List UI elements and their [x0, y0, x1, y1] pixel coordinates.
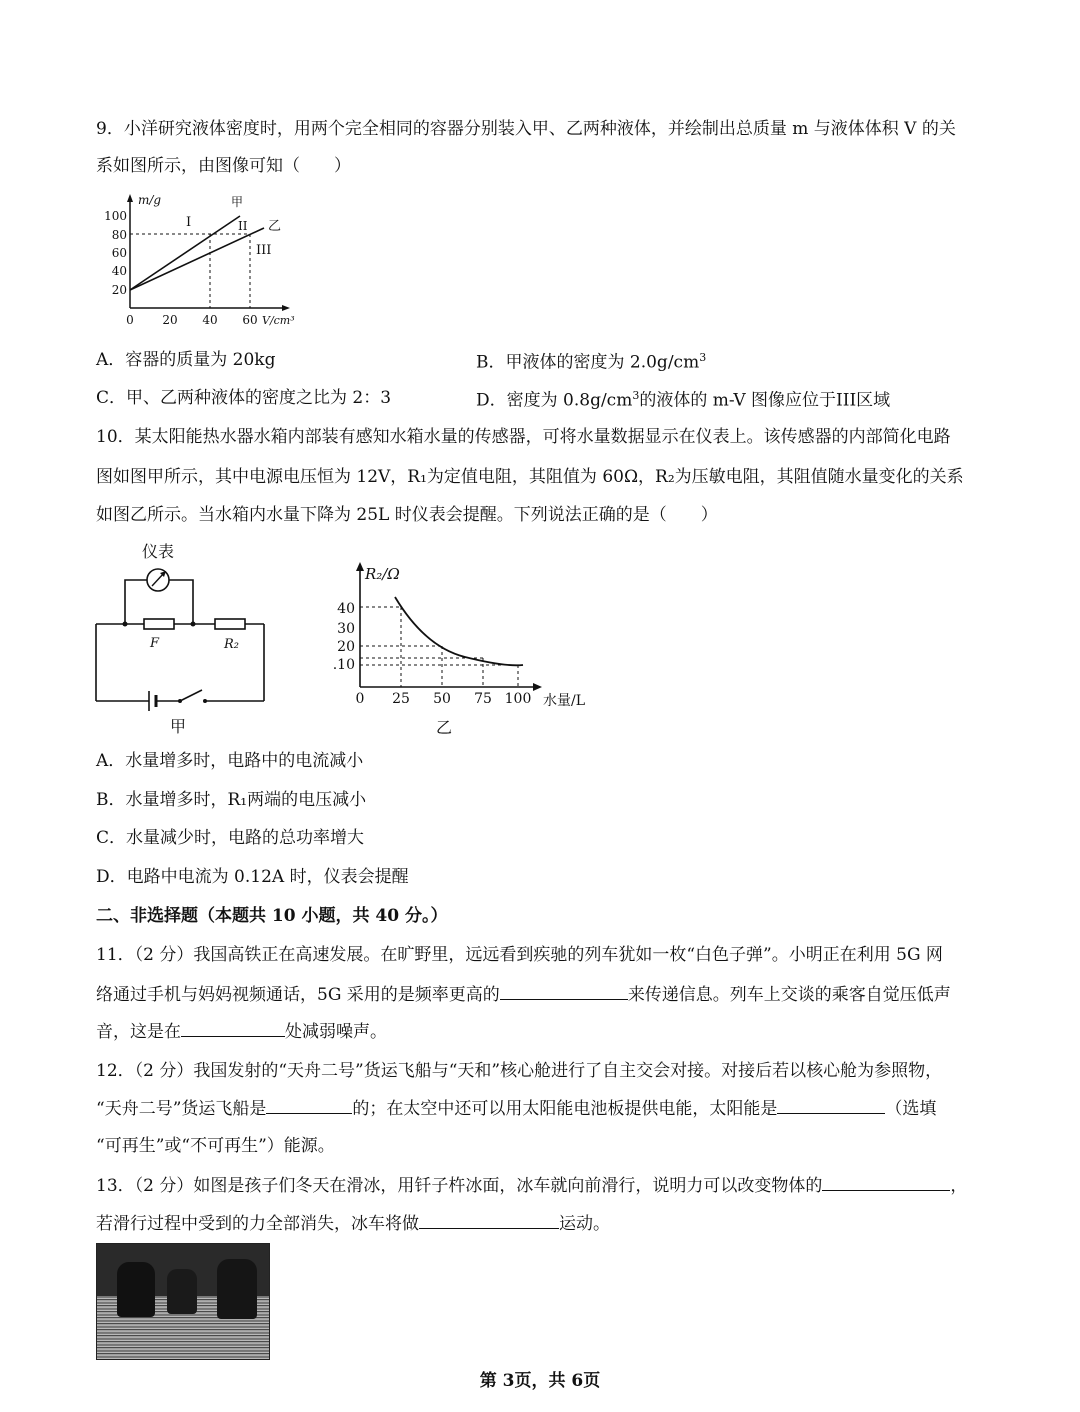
q9-ytick-100: 100	[104, 209, 127, 223]
q12-text-line1: 12．（2 分）我国发射的“天舟二号”货运飞船与“天和”核心舱进行了自主交会对接。对接后若以核心舱为参照物，	[96, 1061, 943, 1081]
q12-line2-part3: （选填	[885, 1099, 937, 1119]
q10-xtick-100: 100	[504, 691, 532, 707]
q11-line2-part1: 络通过手机与妈妈视频通话，5G 采用的是频率更高的	[96, 985, 500, 1005]
q9-option-c[interactable]: C．甲、乙两种液体的密度之比为 2：3	[96, 388, 392, 408]
r1-resistor	[144, 619, 174, 629]
q10-option-a[interactable]: A．水量增多时，电路中的电流减小	[96, 751, 364, 771]
q9-x-axis-arrow	[282, 305, 290, 311]
page-footer: 第 3页，共 6页	[479, 1371, 601, 1391]
q12-line2-part2: 的；在太空中还可以用太阳能电池板提供电能，太阳能是	[352, 1099, 778, 1119]
switch-icon	[180, 690, 202, 701]
q9-y-label: m/g	[138, 193, 162, 207]
q9-mass-volume-graph	[100, 190, 310, 332]
q13-ice-sledding-photo	[96, 1243, 270, 1360]
q9-option-b[interactable]	[476, 347, 706, 374]
q10-xtick-0: 0	[355, 691, 365, 707]
q9-option-a[interactable]: A．容器的质量为 20kg	[96, 350, 276, 370]
q10-r2-label: R₂	[224, 637, 239, 652]
q10-ytick-10: .10	[332, 657, 355, 673]
q9-ytick-40: 40	[111, 264, 127, 278]
q10-text-line3: 如图乙所示。当水箱内水量下降为 25L 时仪表会提醒。下列说法正确的是（ ）	[96, 505, 718, 525]
q9-text-line2: 系如图所示，由图像可知（ ）	[96, 156, 351, 176]
q13-line1-part1: 13．（2 分）如图是孩子们冬天在滑冰，用钎子杵冰面，冰车就向前滑行，说明力可以改变物体的	[96, 1176, 823, 1196]
q10-xtick-75: 75	[474, 691, 492, 707]
q9-region-II: II	[238, 219, 248, 233]
q10-circuit-caption: 甲	[170, 717, 187, 736]
q11-text-line2	[96, 983, 951, 1006]
q10-text-line2: 图如图甲所示，其中电源电压恒为 12V，R₁为定值电阻，其阻值为 60Ω，R₂为压敏电阻，其阻值随水量变化的关系	[96, 467, 964, 487]
q10-ytick-30: 30	[337, 621, 355, 637]
q9-ytick-20: 20	[111, 283, 127, 297]
q11-text-line3	[96, 1020, 387, 1043]
q11-line2-part2: 来传递信息。列车上交谈的乘客自觉压低声	[627, 985, 951, 1005]
q9-option-d-sup: 3	[632, 389, 640, 402]
q9-option-d[interactable]	[476, 385, 890, 412]
q9-xtick-20: 20	[162, 313, 178, 327]
q12-text-line3: “可再生”或“不可再生”）能源。	[96, 1136, 335, 1156]
q13-text-line1	[96, 1174, 967, 1197]
section2-heading: 二、非选择题（本题共 10 小题，共 40 分。）	[96, 906, 448, 926]
q12-blank1[interactable]	[266, 1097, 352, 1114]
q9-option-d-text2: 的液体的 m-V 图像应位于III区域	[639, 390, 891, 411]
q13-blank2[interactable]	[419, 1212, 559, 1229]
q10-graph-caption: 乙	[436, 718, 453, 737]
q10-y-label: R₂/Ω	[365, 565, 400, 583]
q11-line3-part2: 处减弱噪声。	[285, 1022, 387, 1042]
q10-option-c[interactable]: C．水量减少时，电路的总功率增大	[96, 828, 365, 848]
q11-blank1[interactable]	[500, 983, 628, 1000]
q13-line2-part2: 运动。	[559, 1214, 610, 1234]
q9-xtick-40: 40	[202, 313, 218, 327]
q10-r1-label: F	[150, 636, 160, 651]
q9-option-b-text: B．甲液体的密度为 2.0g/cm	[476, 352, 700, 373]
q9-text-line1: 9．小洋研究液体密度时，用两个完全相同的容器分别装入甲、乙两种液体，并绘制出总质量 m 与液体体积 V 的关	[96, 119, 956, 139]
q9-ytick-60: 60	[111, 246, 127, 260]
q13-blank1[interactable]	[822, 1174, 950, 1191]
q9-ytick-80: 80	[111, 228, 127, 242]
q9-xtick-60: 60	[242, 313, 258, 327]
q10-resistance-graph	[325, 557, 605, 737]
q9-region-I: I	[186, 215, 192, 230]
q9-option-d-text: D．密度为 0.8g/cm	[476, 390, 633, 411]
q13-line1-part2: ，	[950, 1176, 968, 1196]
q10-r2-curve	[395, 597, 523, 665]
q12-blank2[interactable]	[777, 1097, 885, 1114]
q9-region-III: III	[256, 243, 272, 258]
q11-text-line1: 11．（2 分）我国高铁正在高速发展。在旷野里，远远看到疾驰的列车犹如一枚“白色子弹”。小明正在利用 5G 网	[96, 945, 943, 965]
q13-text-line2	[96, 1212, 610, 1235]
q10-xtick-25: 25	[392, 691, 410, 707]
q9-x-label: V/cm³	[262, 314, 295, 327]
q11-blank2[interactable]	[181, 1020, 285, 1037]
q10-option-b[interactable]: B．水量增多时，R₁两端的电压减小	[96, 790, 367, 810]
q10-circuit-diagram	[90, 540, 280, 740]
q10-xtick-50: 50	[433, 691, 451, 707]
r2-resistor	[215, 619, 245, 629]
q12-line2-part1: “天舟二号”货运飞船是	[96, 1099, 267, 1119]
q10-option-d[interactable]: D．电路中电流为 0.12A 时，仪表会提醒	[96, 867, 409, 887]
q9-line-yi	[130, 228, 264, 290]
q11-line3-part1: 音，这是在	[96, 1022, 181, 1042]
q10-text-line1: 10．某太阳能热水器水箱内部装有感知水箱水量的传感器，可将水量数据显示在仪表上。该传感器的内部简化电路	[96, 427, 951, 447]
q9-option-b-sup: 3	[699, 351, 707, 364]
q9-y-axis-arrow	[127, 194, 133, 202]
q10-meter-label: 仪表	[142, 542, 175, 561]
q9-label-yi: 乙	[268, 219, 282, 234]
q9-line-jia	[130, 216, 240, 290]
q9-xtick-0: 0	[126, 313, 134, 327]
q10-ytick-40: 40	[337, 601, 355, 617]
q12-text-line2	[96, 1097, 936, 1120]
q9-label-jia: 甲	[231, 195, 244, 209]
q13-line2-part1: 若滑行过程中受到的力全部消失，冰车将做	[96, 1214, 419, 1234]
q10-ytick-20: 20	[337, 639, 355, 655]
q10-x-label: 水量/L	[543, 693, 586, 709]
